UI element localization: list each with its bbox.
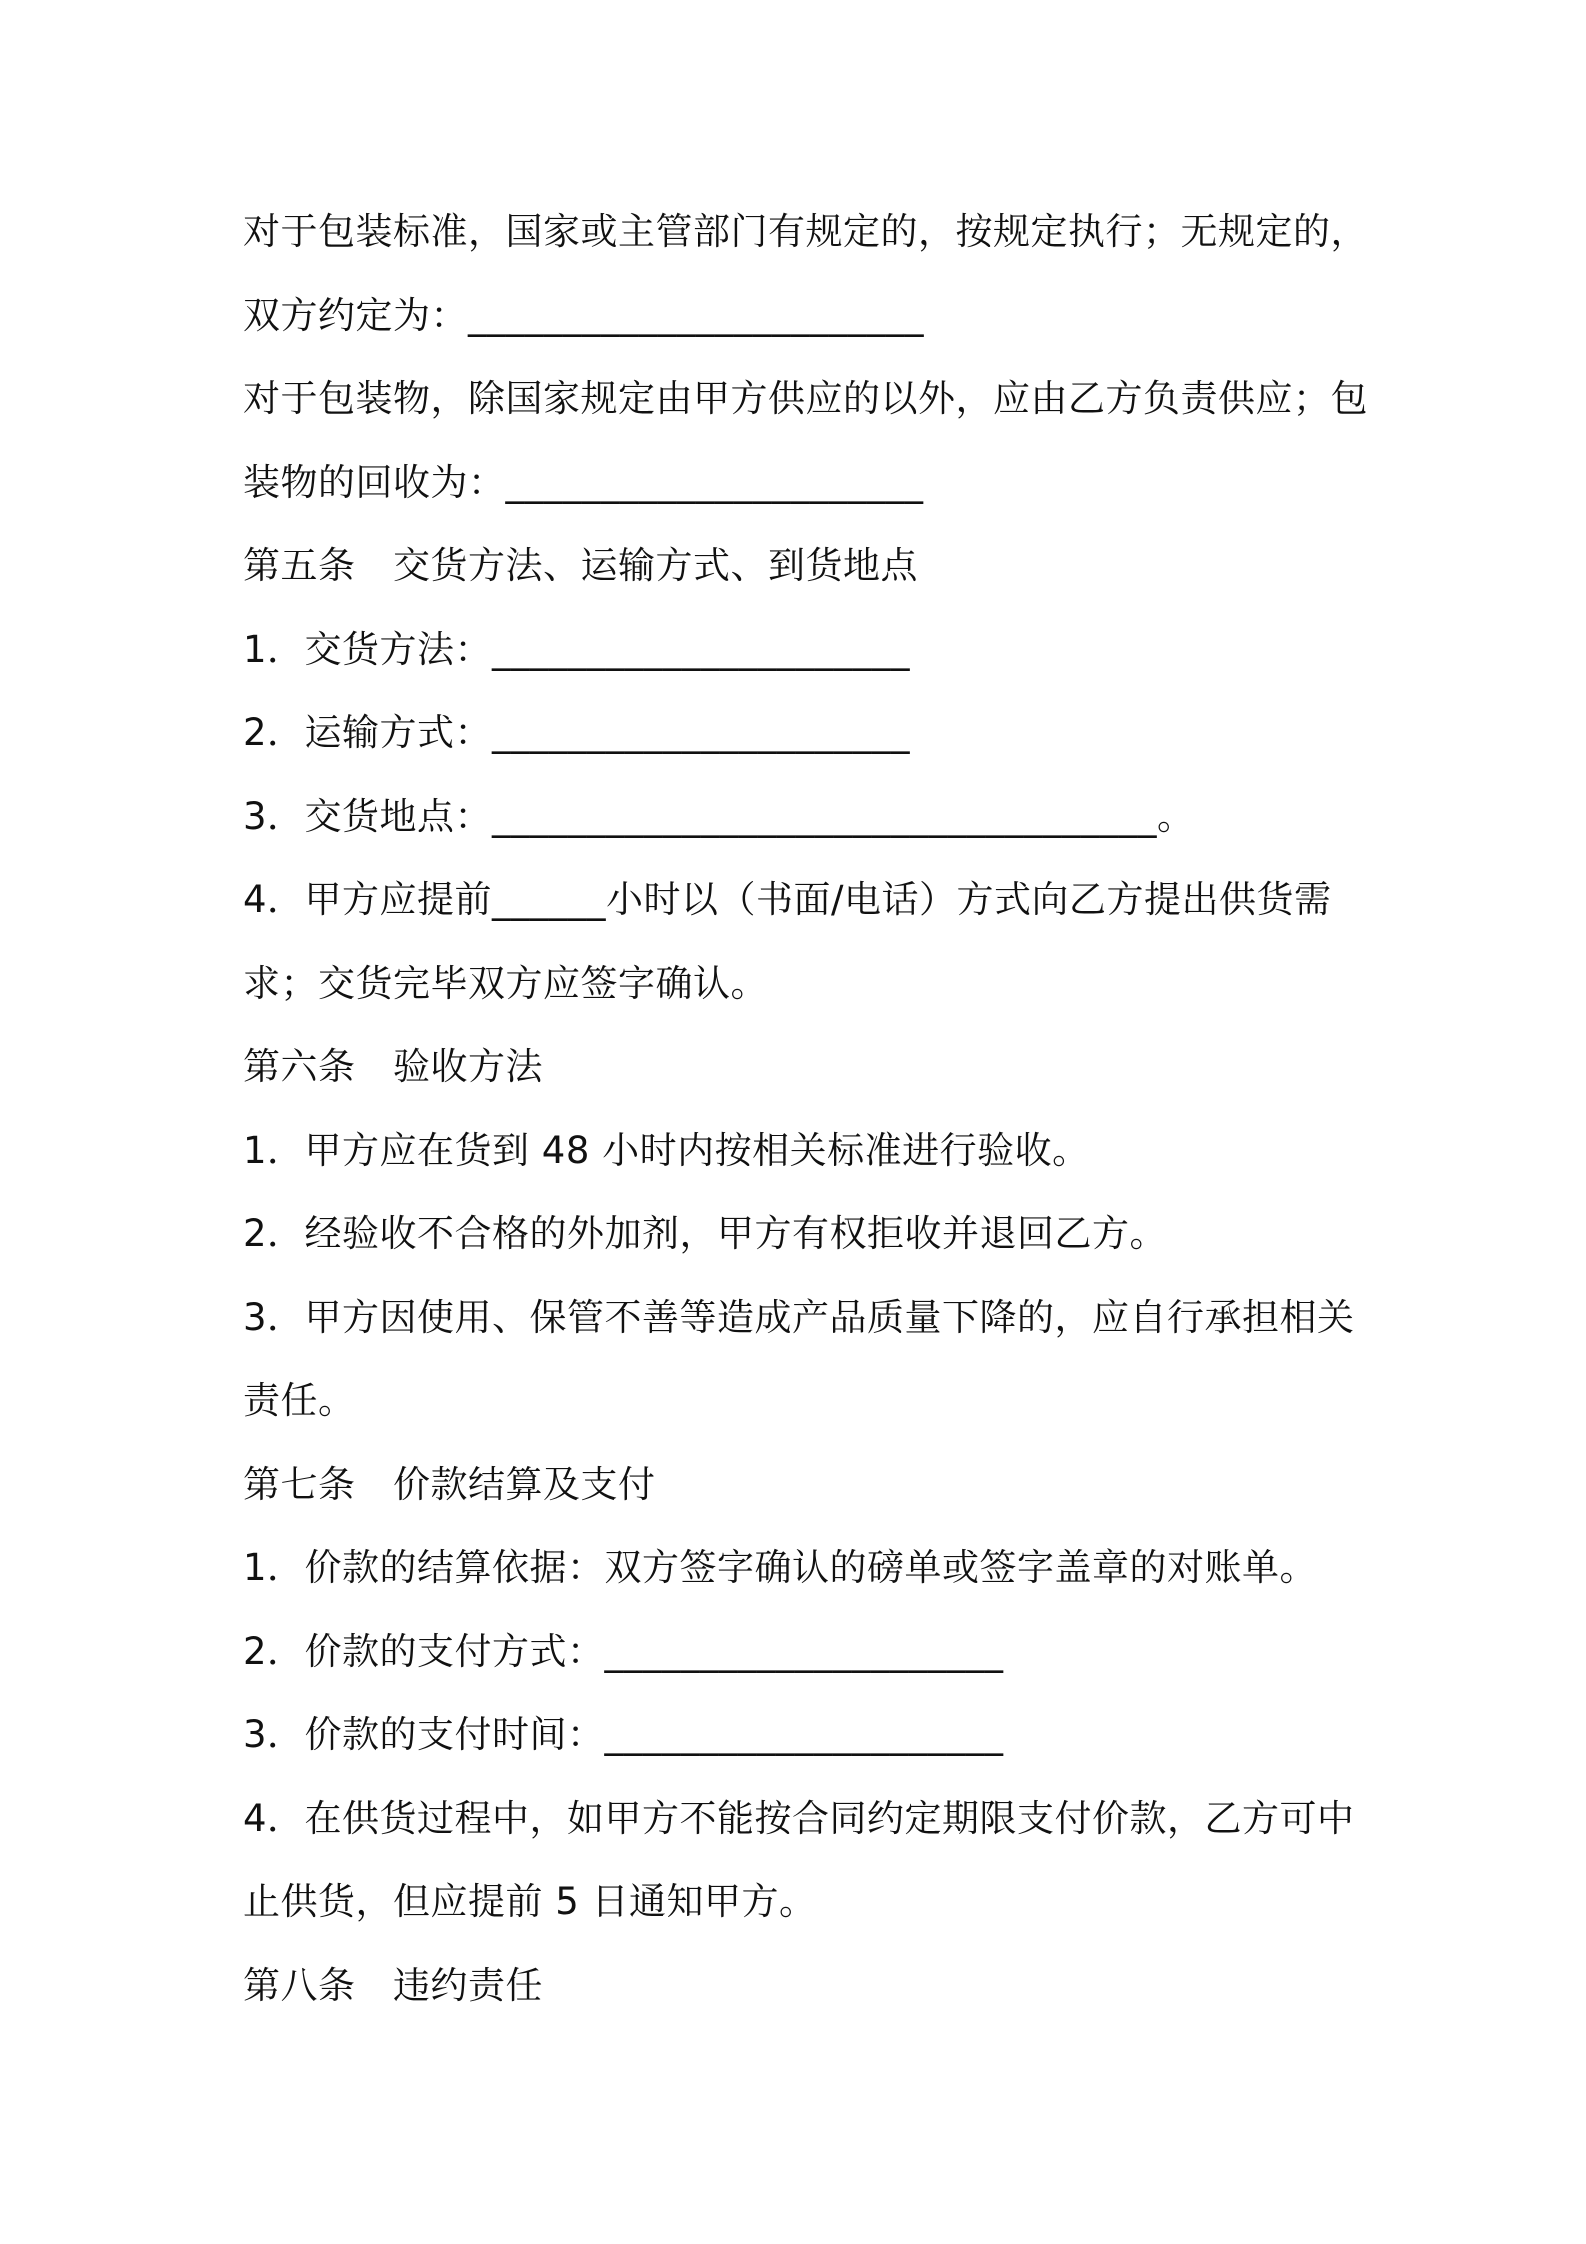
text-line: 2．经验收不合格的外加剂，甲方有权拒收并退回乙方。 (243, 1212, 1168, 1255)
text-line: 对于包装标准，国家或主管部门有规定的，按规定执行；无规定的， (243, 210, 1368, 253)
text-line: 2．运输方式：______________________ (243, 711, 911, 754)
text-line: 1．交货方法：______________________ (243, 627, 911, 671)
text-line: 3．交货地点：___________________________________。 (243, 794, 1195, 838)
text-line: 3．甲方因使用、保管不善等造成产品质量下降的，应自行承担相关 (243, 1295, 1355, 1339)
text-line: 2．价款的支付方式：_____________________ (243, 1629, 1004, 1673)
text-line: 4．在供货过程中，如甲方不能按合同约定期限支付价款，乙方可中 (243, 1796, 1355, 1840)
section-heading: 第八条 违约责任 (243, 1963, 543, 2007)
section-heading: 第六条 验收方法 (243, 1045, 543, 1088)
text-line: 止供货，但应提前 5 日通知甲方。 (243, 1880, 817, 1923)
text-line: 1．价款的结算依据：双方签字确认的磅单或签字盖章的对账单。 (243, 1546, 1318, 1589)
section-heading: 第五条 交货方法、运输方式、到货地点 (243, 544, 918, 587)
text-line: 责任。 (243, 1379, 356, 1422)
text-line: 4．甲方应提前______小时以（书面/电话）方式向乙方提出供货需 (243, 878, 1332, 921)
text-line: 1．甲方应在货到 48 小时内按相关标准进行验收。 (243, 1128, 1090, 1172)
text-line: 3．价款的支付时间：_____________________ (243, 1713, 1004, 1756)
document-page (243, 190, 1368, 2027)
section-heading: 第七条 价款结算及支付 (243, 1462, 656, 1506)
text-line: 装物的回收为：______________________ (243, 460, 924, 504)
text-line: 对于包装物，除国家规定由甲方供应的以外，应由乙方负责供应；包 (243, 377, 1368, 420)
text-line: 求；交货完毕双方应签字确认。 (243, 961, 768, 1005)
text-line: 双方约定为：________________________ (243, 293, 924, 337)
